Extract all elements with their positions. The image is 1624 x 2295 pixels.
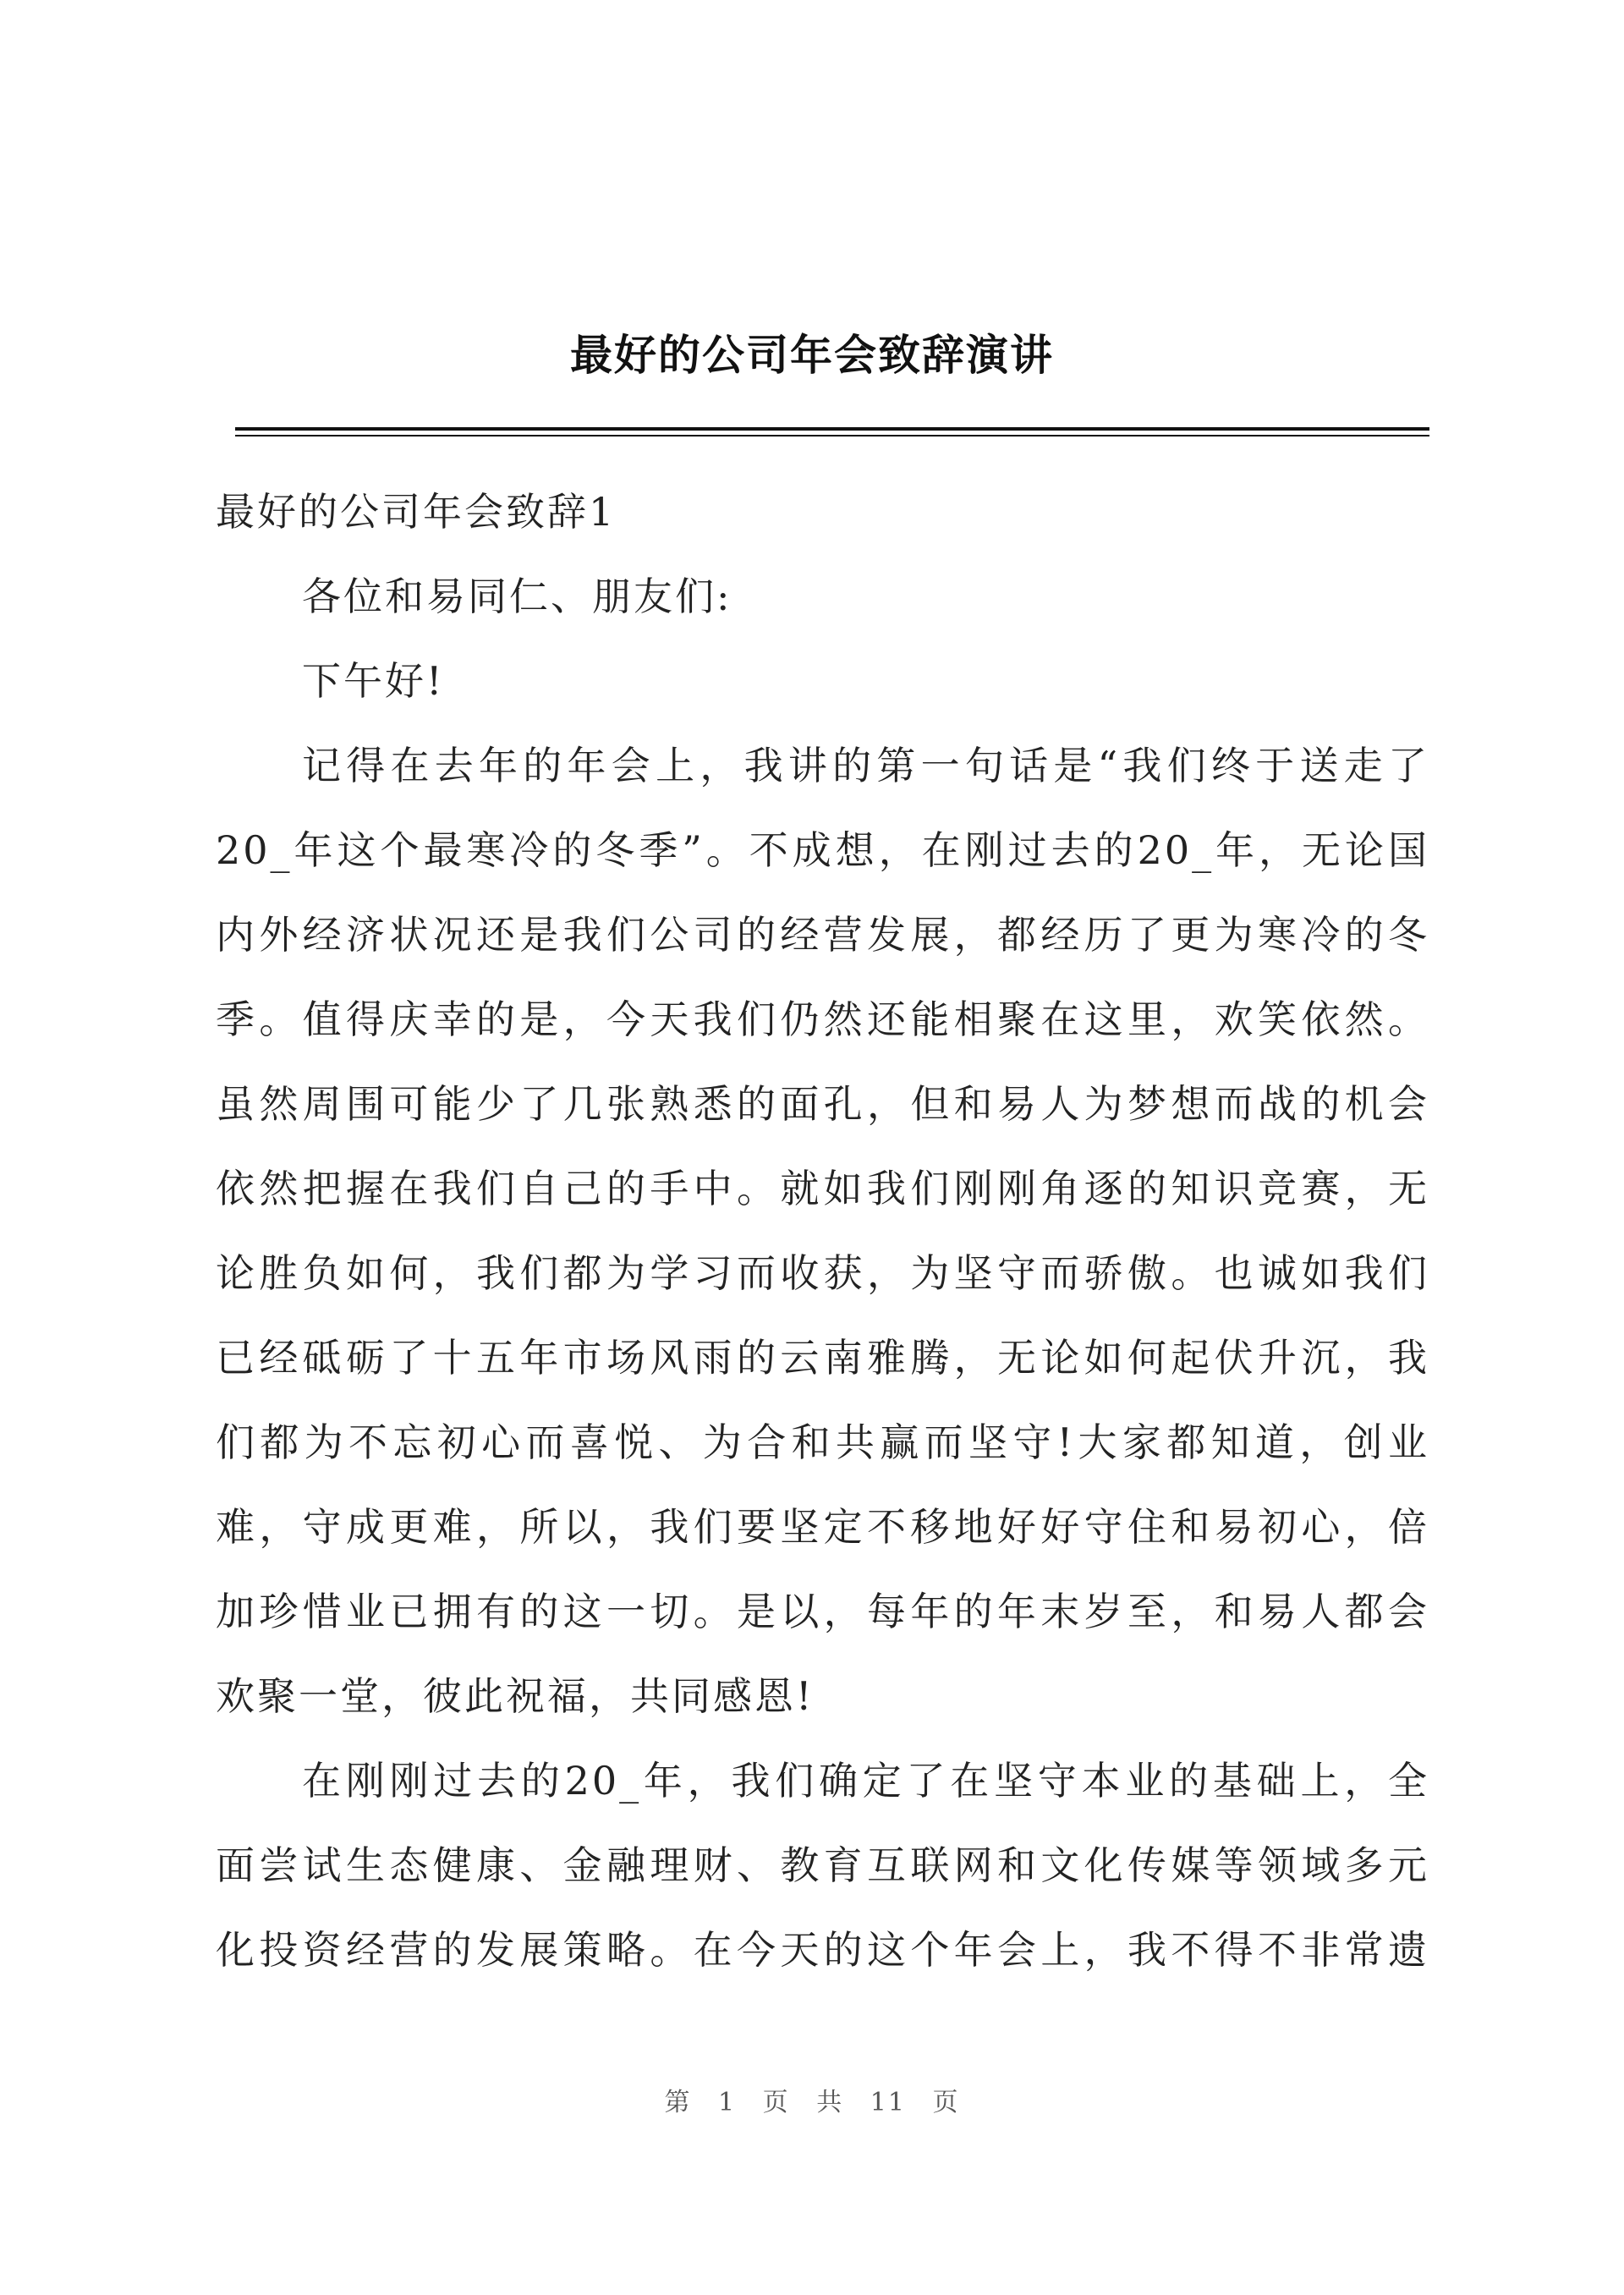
text-line: 难，守成更难，所以，我们要坚定不移地好好守住和易初心，倍 [216,1504,1429,1550]
text-line: 内外经济状况还是我们公司的经营发展，都经历了更为寒冷的冬 [216,912,1429,958]
text-line: 下午好! [302,658,445,704]
text-line: 面尝试生态健康、金融理财、教育互联网和文化传媒等领域多元 [216,1842,1429,1888]
text-line: 虽然周围可能少了几张熟悉的面孔，但和易人为梦想而战的机会 [216,1081,1429,1127]
title-rule-thick [235,427,1429,431]
text-line: 各位和易同仁、朋友们: [302,574,732,619]
text-line: 欢聚一堂，彼此祝福，共同感恩! [216,1673,815,1719]
text-line: 已经砥砺了十五年市场风雨的云南雅腾，无论如何起伏升沉，我 [216,1335,1429,1381]
text-line: 依然把握在我们自己的手中。就如我们刚刚角逐的知识竞赛，无 [216,1166,1429,1211]
text-line: 季。值得庆幸的是，今天我们仍然还能相聚在这里，欢笑依然。 [216,997,1429,1042]
text-line: 记得在去年的年会上，我讲的第一句话是“我们终于送走了 [302,743,1429,788]
text-line: 最好的公司年会致辞1 [216,489,617,535]
document-body [216,469,1429,1992]
text-line: 加珍惜业已拥有的这一切。是以，每年的年末岁至，和易人都会 [216,1589,1429,1634]
title-rule-thin [235,435,1429,436]
text-line: 们都为不忘初心而喜悦、为合和共赢而坚守!大家都知道，创业 [216,1419,1429,1465]
text-line: 20_年这个最寒冷的冬季”。不成想，在刚过去的20_年，无论国 [216,827,1429,873]
page-footer: 第 1 页 共 11 页 [664,2088,960,2117]
text-line: 化投资经营的发展策略。在今天的这个年会上，我不得不非常遗 [216,1927,1429,1973]
text-line: 在刚刚过去的20_年，我们确定了在坚守本业的基础上，全 [302,1758,1429,1804]
document-title: 最好的公司年会致辞演讲 [570,331,1054,380]
text-line: 论胜负如何，我们都为学习而收获，为坚守而骄傲。也诚如我们 [216,1250,1429,1296]
